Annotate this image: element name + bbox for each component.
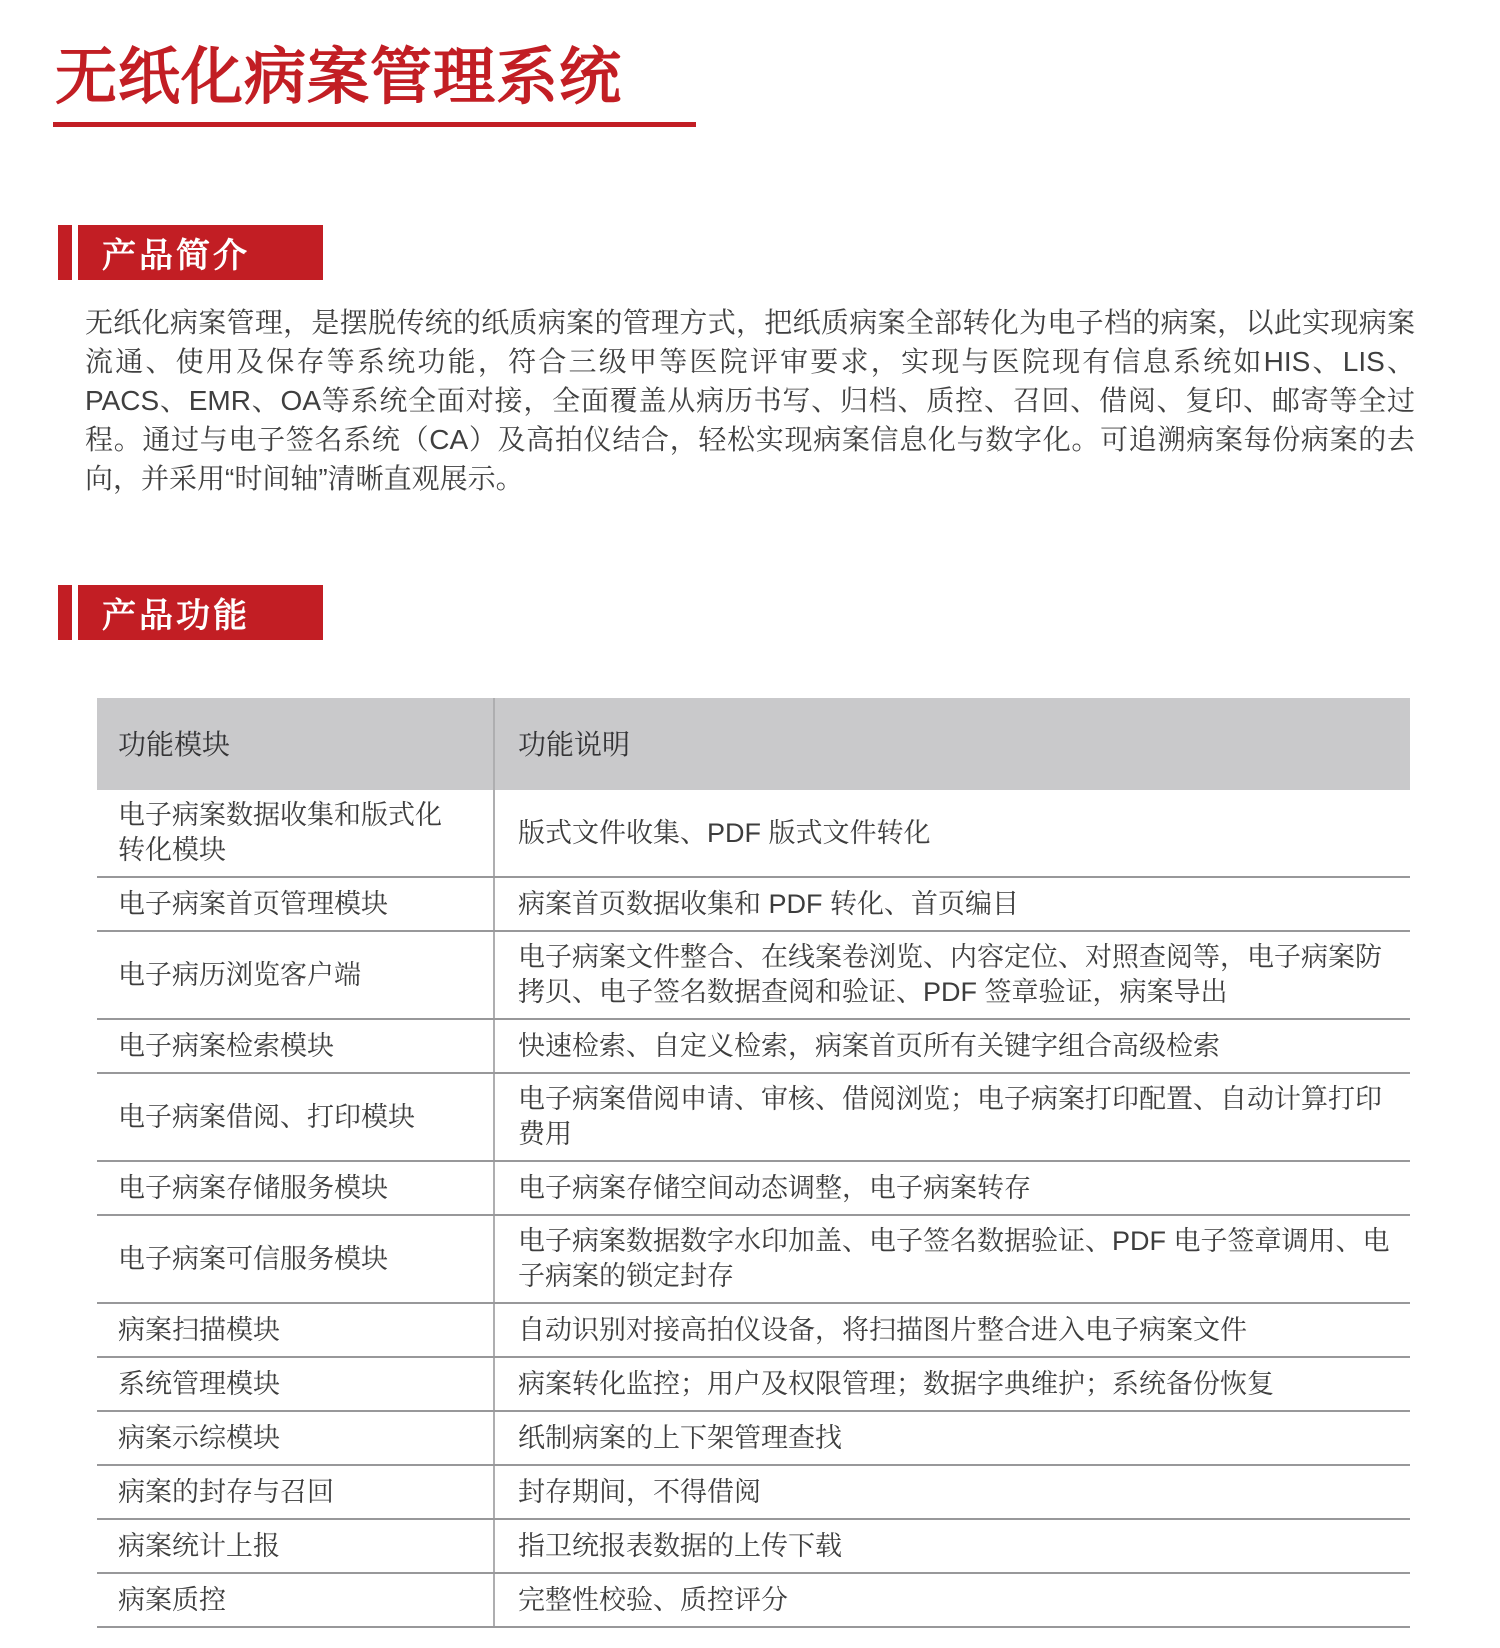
- table-row: [97, 1466, 1410, 1520]
- table-row: [97, 878, 1410, 932]
- feature-table-header: [97, 698, 1410, 790]
- table-row: [97, 1574, 1410, 1628]
- module-cell: 病案统计上报: [97, 1520, 495, 1572]
- table-row: [97, 790, 1410, 878]
- features-heading: 产品功能: [78, 585, 323, 640]
- description-cell: 病案转化监控；用户及权限管理；数据字典维护；系统备份恢复: [518, 1368, 1274, 1399]
- module-cell: 电子病历浏览客户端: [97, 932, 495, 1018]
- module-cell: 电子病案借阅、打印模块: [97, 1074, 495, 1160]
- accent-bar: [58, 585, 72, 640]
- table-row: [97, 1358, 1410, 1412]
- table-row: [97, 1074, 1410, 1162]
- module-cell: 病案质控: [97, 1574, 495, 1626]
- description-cell: 指卫统报表数据的上传下载: [518, 1530, 842, 1561]
- description-cell: 电子病案文件整合、在线案卷浏览、内容定位、对照查阅等，电子病案防拷贝、电子签名数据查阅和验证、PDF 签章验证，病案导出: [518, 942, 1382, 1007]
- description-cell: 完整性校验、质控评分: [518, 1584, 788, 1615]
- description-cell: 封存期间，不得借阅: [518, 1476, 761, 1507]
- table-row: [97, 1020, 1410, 1074]
- table-row: [97, 1162, 1410, 1216]
- module-cell: 电子病案存储服务模块: [97, 1162, 495, 1214]
- description-cell: 电子病案借阅申请、审核、借阅浏览；电子病案打印配置、自动计算打印费用: [518, 1084, 1382, 1149]
- description-cell: 纸制病案的上下架管理查找: [518, 1422, 842, 1453]
- page-title: 无纸化病案管理系统: [55, 43, 623, 112]
- title-underline: [53, 122, 696, 127]
- feature-table: [97, 698, 1410, 1628]
- header-cell-description: 功能说明: [518, 728, 631, 760]
- description-cell: 自动识别对接高拍仪设备，将扫描图片整合进入电子病案文件: [518, 1314, 1247, 1345]
- accent-bar: [58, 225, 72, 280]
- feature-table-body: [97, 790, 1410, 1628]
- table-row: [97, 1216, 1410, 1304]
- section-badge-features: [58, 585, 323, 640]
- module-cell: 病案示综模块: [97, 1412, 495, 1464]
- table-row: [97, 1520, 1410, 1574]
- module-cell: 电子病案首页管理模块: [97, 878, 495, 930]
- module-cell: 电子病案检索模块: [97, 1020, 495, 1072]
- section-badge-intro: [58, 225, 323, 280]
- module-cell: 系统管理模块: [97, 1358, 495, 1410]
- header-cell-module: 功能模块: [97, 698, 495, 790]
- table-row: [97, 932, 1410, 1020]
- module-cell: 病案的封存与召回: [97, 1466, 495, 1518]
- intro-paragraph: 无纸化病案管理，是摆脱传统的纸质病案的管理方式，把纸质病案全部转化为电子档的病案，以此实现病案流通、使用及保存等系统功能，符合三级甲等医院评审要求，实现与医院现有信息系统如HIS、LIS、PACS、EMR、OA等系统全面对接，全面覆盖从病历书写、归档、质控、召回、借阅、复印、邮寄等全过程。通过与电子签名系统（CA）及高拍仪结合，轻松实现病案信息化与数字化。可追溯病案每份病案的去向，并采用“时间轴”清晰直观展示。: [85, 307, 1415, 494]
- module-cell: 电子病案可信服务模块: [97, 1216, 495, 1302]
- description-cell: 快速检索、自定义检索，病案首页所有关键字组合高级检索: [518, 1030, 1220, 1061]
- module-cell: 病案扫描模块: [97, 1304, 495, 1356]
- table-row: [97, 1412, 1410, 1466]
- description-cell: 电子病案存储空间动态调整，电子病案转存: [518, 1172, 1031, 1203]
- module-cell: 电子病案数据收集和版式化转化模块: [97, 790, 495, 876]
- intro-heading: 产品简介: [78, 225, 323, 280]
- description-cell: 版式文件收集、PDF 版式文件转化: [518, 817, 931, 848]
- description-cell: 病案首页数据收集和 PDF 转化、首页编目: [518, 888, 1020, 919]
- description-cell: 电子病案数据数字水印加盖、电子签名数据验证、PDF 电子签章调用、电子病案的锁定封存: [518, 1226, 1390, 1291]
- table-row: [97, 1304, 1410, 1358]
